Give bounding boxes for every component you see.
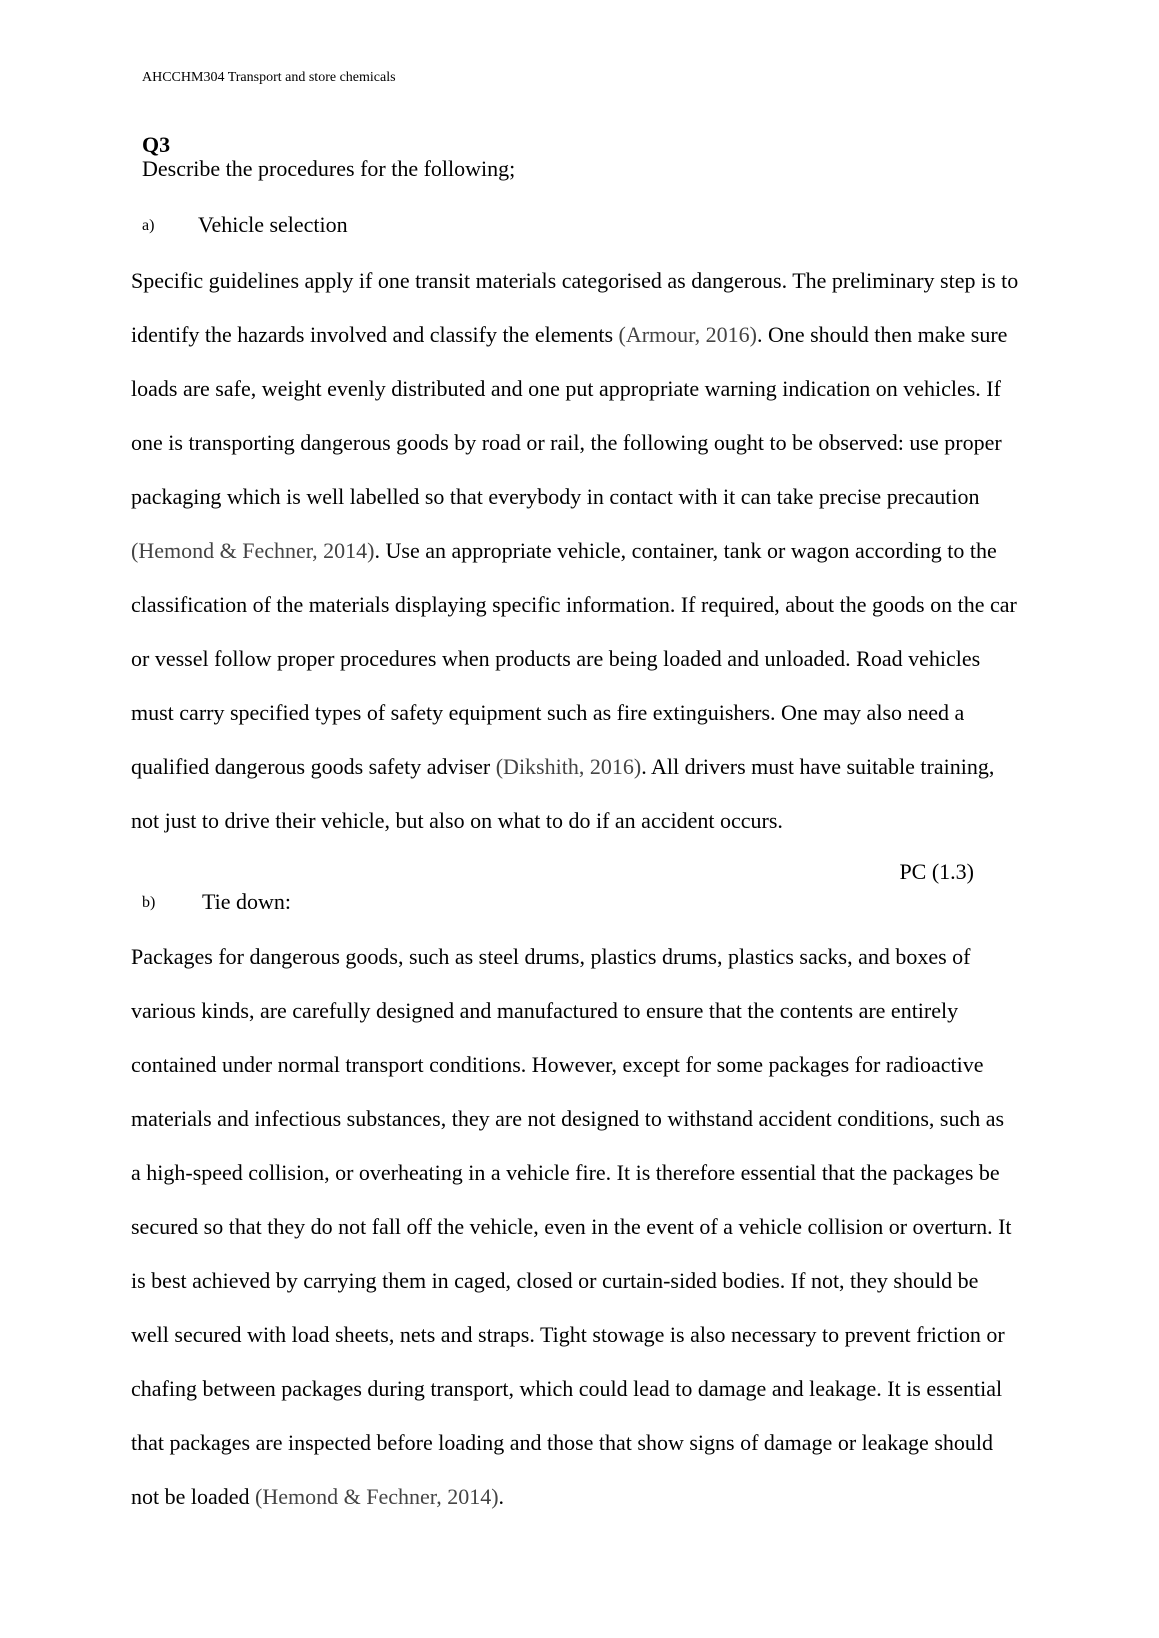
section-a-title: Vehicle selection <box>198 212 348 237</box>
section-b-paragraph <box>131 930 1091 1524</box>
citation: (Hemond & Fechner, 2014) <box>255 1484 499 1509</box>
text-run: Specific guidelines apply if one transit materials categorised as dangerous. The preliminary step is to <box>131 268 1019 293</box>
section-b-title: Tie down: <box>202 889 292 914</box>
paragraph-line <box>131 740 1091 794</box>
paragraph-line <box>131 1200 1091 1254</box>
text-run: chafing between packages during transport, which could lead to damage and leakage. It is essential <box>131 1376 1003 1401</box>
text-run: classification of the materials displaying specific information. If required, about the goods on the car <box>131 592 1017 617</box>
question-number: Q3 <box>142 132 171 157</box>
text-run: Packages for dangerous goods, such as steel drums, plastics drums, plastics sacks, and boxes of <box>131 944 971 969</box>
text-run: is best achieved by carrying them in caged, closed or curtain-sided bodies. If not, they should be <box>131 1268 979 1293</box>
section-a-paragraph <box>131 254 1091 848</box>
text-run: must carry specified types of safety equipment such as fire extinguishers. One may also need a <box>131 700 965 725</box>
text-run: or vessel follow proper procedures when products are being loaded and unloaded. Road vehicles <box>131 646 981 671</box>
paragraph-line <box>131 578 1091 632</box>
paragraph-line <box>131 416 1091 470</box>
paragraph-line <box>131 362 1091 416</box>
citation: (Dikshith, 2016) <box>495 754 642 779</box>
text-run: various kinds, are carefully designed and manufactured to ensure that the contents are entirely <box>131 998 959 1023</box>
citation: (Hemond & Fechner, 2014) <box>131 538 375 563</box>
running-header: AHCCHM304 Transport and store chemicals <box>142 70 396 85</box>
citation: (Armour, 2016) <box>618 322 757 347</box>
paragraph-line <box>131 1146 1091 1200</box>
section-a-marker: a) <box>142 217 155 234</box>
text-run: . One should then make sure <box>756 322 1008 347</box>
paragraph-line <box>131 1038 1091 1092</box>
paragraph-line <box>131 632 1091 686</box>
paragraph-line <box>131 686 1091 740</box>
paragraph-line <box>131 930 1091 984</box>
paragraph-line <box>131 1092 1091 1146</box>
text-run: not just to drive their vehicle, but also on what to do if an accident occurs. <box>131 808 783 833</box>
text-run: a high-speed collision, or overheating in a vehicle fire. It is therefore essential that the packages be <box>131 1160 1000 1185</box>
paragraph-line <box>131 794 1091 848</box>
text-run: . Use an appropriate vehicle, container, tank or wagon according to the <box>374 538 997 563</box>
text-run: identify the hazards involved and classify the elements <box>131 322 619 347</box>
text-run: . <box>498 1484 505 1509</box>
text-run: one is transporting dangerous goods by road or rail, the following ought to be observed: use proper <box>131 430 1002 455</box>
question-prompt: Describe the procedures for the following; <box>142 156 516 181</box>
paragraph-line <box>131 984 1091 1038</box>
text-run: contained under normal transport conditions. However, except for some packages for radioactive <box>131 1052 984 1077</box>
text-run: that packages are inspected before loading and those that show signs of damage or leakage should <box>131 1430 993 1455</box>
text-run: qualified dangerous goods safety adviser <box>131 754 496 779</box>
paragraph-line <box>131 1308 1091 1362</box>
section-b-marker: b) <box>142 894 156 911</box>
text-run: packaging which is well labelled so that everybody in contact with it can take precise precaution <box>131 484 980 509</box>
paragraph-line <box>131 308 1091 362</box>
paragraph-line <box>131 1254 1091 1308</box>
paragraph-line <box>131 470 1091 524</box>
text-run: materials and infectious substances, they are not designed to withstand accident conditions, such as <box>131 1106 1005 1131</box>
text-run: well secured with load sheets, nets and straps. Tight stowage is also necessary to prevent friction or <box>131 1322 1005 1347</box>
text-run: loads are safe, weight evenly distributed and one put appropriate warning indication on vehicles. If <box>131 376 1001 401</box>
paragraph-line <box>131 254 1091 308</box>
paragraph-line <box>131 1470 1091 1524</box>
paragraph-line <box>131 1362 1091 1416</box>
text-run: secured so that they do not fall off the vehicle, even in the event of a vehicle collision or overturn. It <box>131 1214 1012 1239</box>
paragraph-line <box>131 524 1091 578</box>
text-run: . All drivers must have suitable training, <box>641 754 995 779</box>
paragraph-line <box>131 1416 1091 1470</box>
text-run: not be loaded <box>131 1484 256 1509</box>
performance-criteria-label: PC (1.3) <box>899 859 974 884</box>
